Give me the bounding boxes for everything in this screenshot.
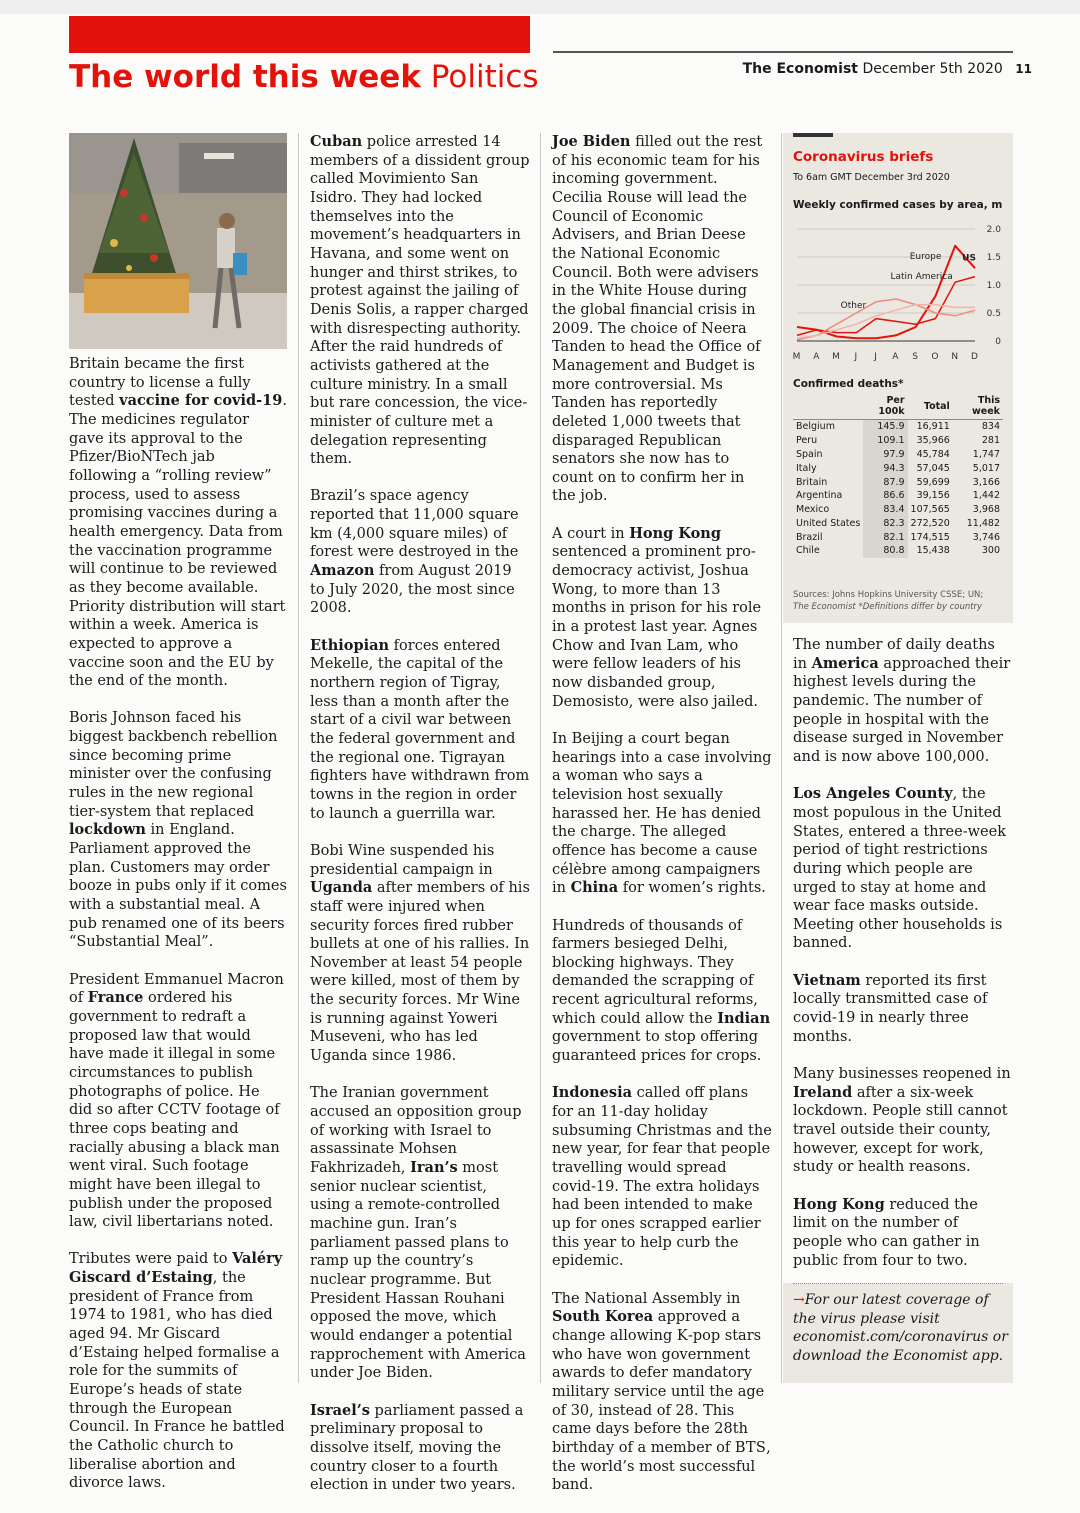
masthead xyxy=(743,61,1032,77)
table-row xyxy=(793,475,1003,489)
article-amazon: Brazil’s space agency reported that 11,000 square km (4,000 square miles) of forest were destroyed in the Amazon from August 2019 to July 2020, the most since 2008. xyxy=(310,488,519,617)
weekly-cases-chart xyxy=(783,213,1013,373)
publication-name: The Economist xyxy=(742,61,858,77)
x-tick-label: M xyxy=(832,352,841,362)
box-subtitle: To 6am GMT December 3rd 2020 xyxy=(793,172,950,183)
table-cell: United States xyxy=(796,517,861,529)
column-divider xyxy=(781,133,782,1383)
promo-text: For our latest coverage of the virus please visit economist.com/coronavirus or download the Economist app. xyxy=(793,1292,1008,1364)
table-cell: 39,156 xyxy=(916,490,950,502)
article-giscard: Tributes were paid to Valéry Giscard d’Estaing, the president of France from 1974 to 1981, who has died aged 94. Mr Giscard d’Estaing helped formalise a role for the summits of Europe’s heads of state through the European Council. In France he battled the Catholic church to liberalise abortion and divorce laws. xyxy=(69,1250,285,1492)
table-row xyxy=(793,461,1003,475)
article-uganda: Bobi Wine suspended his presidential campaign in Uganda after members of his staff were injured when security forces fired rubber bullets at one of his rallies. In November at least 54 people were killed, most of them by the security forces. Mr Wine is running against Yoweri Museveni, who has led Uganda since 1986. xyxy=(310,842,530,1065)
table-cell: Spain xyxy=(796,448,823,460)
table-cell: Argentina xyxy=(796,490,843,502)
column-header: Total xyxy=(908,393,953,420)
column-divider xyxy=(540,133,541,1383)
series-label: Europe xyxy=(909,252,942,263)
x-tick-label: J xyxy=(874,352,878,362)
x-tick-label: D xyxy=(971,352,979,362)
y-tick-label: 0.5 xyxy=(986,309,1001,319)
article-uk-vaccine: Britain became the first country to license a fully tested vaccine for covid-19. The medicines regulator gave its approval to the Pfizer/BioNTech jab following a “rolling review” process, used to assess promising vaccines during a health emergency. Data from the vaccination programme will continue to be reviewed as they become available. Priority distribution will start within a week. America is expected to approve a vaccine soon and the EU by the end of the month. xyxy=(69,356,287,690)
x-tick-label: O xyxy=(931,352,940,362)
masthead-rule xyxy=(553,51,1013,53)
box-top-rule xyxy=(793,133,833,137)
article-vietnam: Vietnam reported its first locally transmitted case of covid-19 in nearly three months. xyxy=(793,971,988,1045)
table-cell: 174,515 xyxy=(910,531,950,543)
table-cell: 86.6 xyxy=(863,489,907,503)
table-cell: Mexico xyxy=(796,504,830,516)
arrow-icon: → xyxy=(793,1292,805,1308)
table-cell: 3,746 xyxy=(972,531,1000,543)
page-title xyxy=(69,57,539,97)
table-cell: 59,699 xyxy=(916,476,950,488)
article-america-deaths: The number of daily deaths in America approached their highest levels during the pandemic. The number of people in hospital with the disease surged in November and is now above 100,000. xyxy=(793,637,1011,765)
article-ethiopia: Ethiopian forces entered Mekelle, the capital of the northern region of Tigray, less than a month after the start of a civil war between the federal government and the regional one. Tigrayan fighters have withdrawn from towns in the region in order to launch a guerrilla war. xyxy=(310,636,530,822)
table-cell: 11,482 xyxy=(966,517,1000,529)
table-cell: 1,747 xyxy=(972,448,1000,460)
x-tick-label: S xyxy=(912,352,920,362)
table-row xyxy=(793,489,1003,503)
table-row xyxy=(793,516,1003,530)
y-tick-label: 0 xyxy=(995,337,1001,347)
article-los-angeles: Los Angeles County, the most populous in the United States, entered a three-week period of tight restrictions during which people are urged to stay at home and wear face masks outside. Meeting other households is banned. xyxy=(793,785,1006,952)
table-cell: Brazil xyxy=(796,531,823,543)
promo-box xyxy=(783,1283,1013,1383)
article-india: Hundreds of thousands of farmers besieged Delhi, blocking highways. They demanded the scrapping of recent agricultural reforms, which could allow the Indian government to stop offering guaranteed prices for crops. xyxy=(552,917,771,1065)
table-cell: 80.8 xyxy=(863,544,907,558)
table-cell: 281 xyxy=(981,435,1000,447)
column-3 xyxy=(552,133,772,1513)
column-4 xyxy=(793,636,1011,1289)
table-cell: 57,045 xyxy=(916,462,950,474)
column-header xyxy=(793,393,863,420)
table-cell: 3,968 xyxy=(972,504,1000,516)
table-cell: 97.9 xyxy=(863,448,907,462)
article-china: In Beijing a court began hearings into a case involving a woman who says a television host sexually harassed her. He has denied the charge. The alleged offence has become a cause célèbre among campaigners in China for women’s rights. xyxy=(552,730,772,897)
article-uk-lockdown: Boris Johnson faced his biggest backbench rebellion since becoming prime minister over the confusing rules in the new regional tier-system that replaced lockdown in England. Parliament approved the plan. Customers may order booze in pubs only if it comes with a substantial meal. A pub renamed one of its beers “Substantial Meal”. xyxy=(69,710,287,951)
christmas-tree-photo xyxy=(69,133,287,349)
y-tick-label: 1.0 xyxy=(986,281,1001,291)
table-header-row xyxy=(793,393,1003,420)
promo-rule xyxy=(793,1283,1003,1284)
y-tick-label: 2.0 xyxy=(986,225,1001,235)
table-cell: 834 xyxy=(981,421,1000,433)
table-cell: 107,565 xyxy=(910,504,950,516)
table-row xyxy=(793,503,1003,517)
table-row xyxy=(793,448,1003,462)
x-tick-label: A xyxy=(892,352,900,362)
table-cell: 145.9 xyxy=(863,420,907,434)
chart-title: Weekly confirmed cases by area, m xyxy=(793,199,1003,211)
column-header: Per 100k xyxy=(863,393,907,420)
article-france-law: President Emmanuel Macron of France ordered his government to redraft a proposed law that would have made it illegal in some circumstances to publish photographs of police. He did so after CCTV footage of three cops beating and racially abusing a black man went viral. Such footage might have been illegal to publish under the proposed law, civil libertarians noted. xyxy=(69,971,284,1231)
table-cell: 45,784 xyxy=(916,448,950,460)
table-cell: 35,966 xyxy=(916,435,950,447)
table-cell: 300 xyxy=(981,545,1000,557)
source-line: Sources: Johns Hopkins University CSSE; UN; xyxy=(793,590,984,600)
table-cell: 1,442 xyxy=(972,490,1000,502)
section-title: The world this week xyxy=(69,59,421,95)
column-1 xyxy=(69,133,287,1512)
table-cell: 3,166 xyxy=(972,476,1000,488)
table-cell: Britain xyxy=(796,476,828,488)
table-cell: 87.9 xyxy=(863,475,907,489)
table-cell: 109.1 xyxy=(863,434,907,448)
deaths-table xyxy=(793,393,1003,558)
table-cell: 15,438 xyxy=(916,545,950,557)
page-number: 11 xyxy=(1015,62,1032,76)
series-label: US xyxy=(962,253,976,264)
table-cell: Italy xyxy=(796,462,817,474)
table-cell: Peru xyxy=(796,435,818,447)
table-cell: Chile xyxy=(796,545,820,557)
article-cuba: Cuban police arrested 14 members of a dissident group called Movimiento San Isidro. They had locked themselves into the movement’s headquarters in Havana, and some went on hunger and thirst strikes, to protest against the jailing of Denis Solis, a rapper charged with disrespecting authority. After the raid hundreds of activists gathered at the culture ministry. In a small but rare concession, the vice-minister of culture met a delegation representing them. xyxy=(310,133,530,468)
article-hong-kong-court: A court in Hong Kong sentenced a prominent pro-democracy activist, Joshua Wong, to more than 13 months in prison for his role in a protest last year. Agnes Chow and Ivan Lam, who were fellow leaders of his now disbanded group, Demosisto, were also jailed. xyxy=(552,524,762,710)
article-iran: The Iranian government accused an opposition group of working with Israel to assassinate Mohsen Fakhrizadeh, Iran’s most senior nuclear scientist, using a remote-controlled machine gun. Iran’s parliament passed plans to ramp up the country’s nuclear programme. But President Hassan Rouhani opposed the move, which would endanger a potential rapprochement with America under Joe Biden. xyxy=(310,1085,526,1382)
table-cell: 5,017 xyxy=(972,462,1000,474)
x-tick-label: N xyxy=(951,352,960,362)
section-red-bar xyxy=(69,16,530,53)
source-line: The Economist *Definitions differ by country xyxy=(793,602,983,612)
promo-link[interactable] xyxy=(793,1291,1008,1365)
series-label: Latin America xyxy=(890,272,953,283)
x-tick-label: J xyxy=(854,352,859,362)
coronavirus-briefs-box xyxy=(783,133,1013,623)
x-tick-label: M xyxy=(792,352,802,362)
issue-date: December 5th 2020 xyxy=(862,61,1003,77)
table-cell: 94.3 xyxy=(863,461,907,475)
article-indonesia: Indonesia called off plans for an 11-day holiday subsuming Christmas and the new year, for fear that people travelling would spread covid-19. The extra holidays had been intended to make up for ones scrapped earlier this year to help curb the epidemic. xyxy=(552,1084,772,1270)
article-hong-kong-limit: Hong Kong reduced the limit on the number of people who can gather in public from four to two. xyxy=(793,1195,980,1269)
article-israel: Israel’s parliament passed a preliminary proposal to dissolve itself, moving the country closer to a fourth election in under two years. xyxy=(310,1401,524,1494)
subsection-title: Politics xyxy=(430,59,539,95)
table-cell: 82.1 xyxy=(863,530,907,544)
top-edge xyxy=(0,0,1080,14)
column-header: This week xyxy=(953,393,1003,420)
table-row xyxy=(793,530,1003,544)
article-south-korea: The National Assembly in South Korea approved a change allowing K-pop stars who have won government awards to defer mandatory military service until the age of 30, instead of 28. This came days before the 28th birthday of a member of BTS, the world’s most successful band. xyxy=(552,1290,771,1494)
column-divider xyxy=(298,133,299,1383)
series-line-other xyxy=(797,305,975,339)
table-cell: 16,911 xyxy=(916,421,950,433)
article-biden: Joe Biden filled out the rest of his economic team for his incoming government. Cecilia Rouse will lead the Council of Economic Advisers, and Brian Deese the National Economic Council. Both were advisers in the White House during the global financial crisis in 2009. The choice of Neera Tanden to head the Office of Management and Budget is more controversial. Ms Tanden has reportedly deleted 1,000 tweets that disparaged Republican senators she now has to count on to confirm her in the job. xyxy=(552,133,763,505)
series-label: Other xyxy=(840,301,867,311)
table-cell: 272,520 xyxy=(910,517,950,529)
table-row xyxy=(793,420,1003,434)
article-ireland: Many businesses reopened in Ireland after a six-week lockdown. People still cannot travel outside their county, however, except for work, study or health reasons. xyxy=(793,1066,1011,1176)
y-tick-label: 1.5 xyxy=(986,253,1001,263)
table-cell: 83.4 xyxy=(863,503,907,517)
table-cell: 82.3 xyxy=(863,516,907,530)
table-row xyxy=(793,544,1003,558)
box-title: Coronavirus briefs xyxy=(793,149,934,165)
table-cell: Belgium xyxy=(796,421,835,433)
sources-note xyxy=(793,589,983,613)
deaths-table-title: Confirmed deaths* xyxy=(793,378,904,390)
series-line-europe xyxy=(797,246,975,338)
column-2 xyxy=(310,133,530,1513)
x-tick-label: A xyxy=(813,352,821,362)
table-row xyxy=(793,434,1003,448)
